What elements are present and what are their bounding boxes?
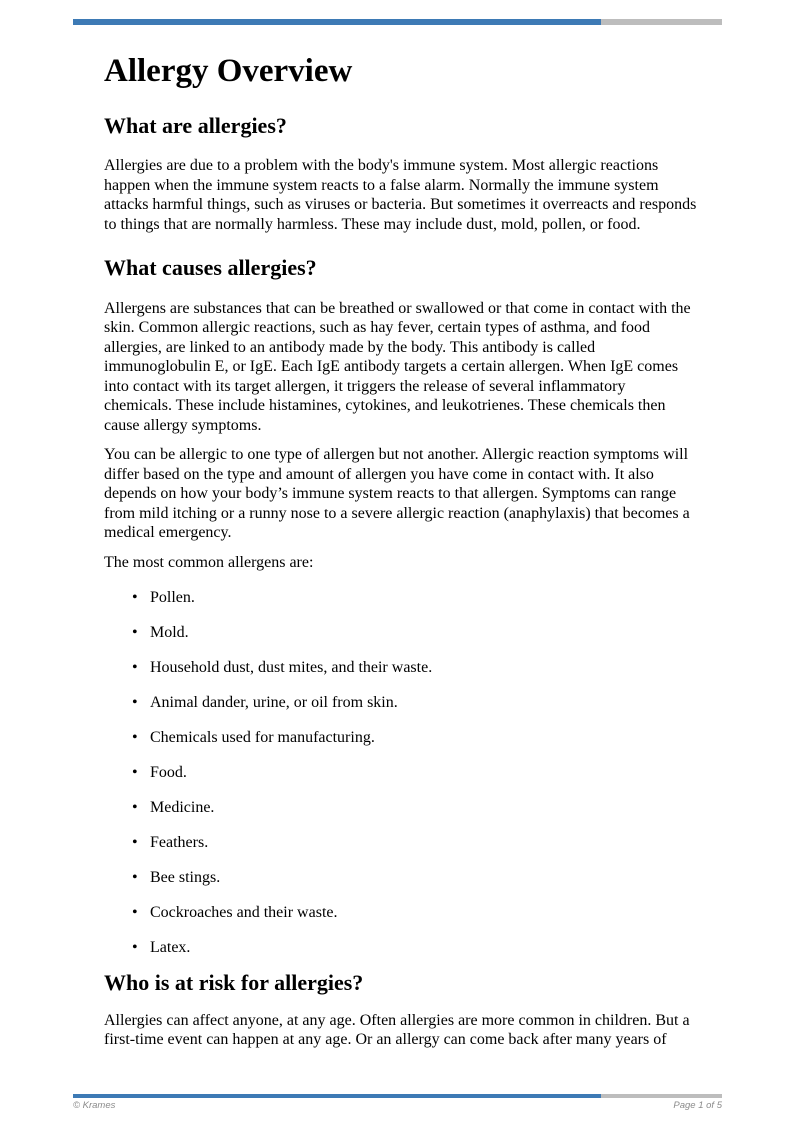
- list-item: • Bee stings.: [150, 868, 697, 888]
- page-title: Allergy Overview: [104, 53, 353, 89]
- paragraph: You can be allergic to one type of allergen but not another. Allergic reaction symptoms will differ based on the type and amount of allergen you have come in contact with. It also depends on how your body’s immune system reacts to that allergen. Symptoms can range from mild itching or a runny nose to a severe allergic reaction (anaphylaxis) that becomes a medical emergency.: [104, 446, 690, 542]
- paragraph: Allergens are substances that can be breathed or swallowed or that come in contact with the skin. Common allergic reactions, such as hay fever, certain types of asthma, and food allergies, are linked to an antibody made by the body. This antibody is called immunoglobulin E, or IgE. Each IgE antibody targets a certain allergen. When IgE comes into contact with its target allergen, it triggers the release of several inflammatory chemicals. These include histamines, cytokines, and leukotrienes. These chemicals then cause allergy symptoms.: [104, 299, 691, 434]
- section-heading-what-are-allergies: What are allergies?: [104, 112, 287, 138]
- list-item: • Feathers.: [150, 833, 697, 853]
- list-item: • Household dust, dust mites, and their waste.: [150, 658, 697, 678]
- footer-accent-rule: [73, 1094, 722, 1098]
- document-body: [104, 0, 697, 1050]
- list-item: • Pollen.: [150, 588, 697, 608]
- footer-copyright: © Krames: [73, 1100, 116, 1111]
- paragraph: Allergies are due to a problem with the body's immune system. Most allergic reactions happen when the immune system reacts to a false alarm. Normally the immune system attacks harmful things, such as viruses or bacteria. But sometimes it overreacts and responds to things that are normally harmless. These may include dust, mold, pollen, or food.: [104, 157, 697, 233]
- paragraph: Allergies can affect anyone, at any age. Often allergies are more common in children. But a first-time event can happen at any age. Or an allergy can come back after many years of: [104, 1011, 690, 1049]
- footer-accent-rule-blue: [73, 1094, 601, 1098]
- list-item: • Cockroaches and their waste.: [150, 903, 697, 923]
- section-heading-what-causes-allergies: What causes allergies?: [104, 255, 317, 281]
- list-item: • Food.: [150, 763, 697, 783]
- section-heading-who-is-at-risk: Who is at risk for allergies?: [104, 970, 364, 996]
- footer-accent-rule-gray: [601, 1094, 722, 1098]
- footer-page-number: Page 1 of 5: [673, 1100, 722, 1111]
- list-item: • Animal dander, urine, or oil from skin.: [150, 693, 697, 713]
- list-item: • Latex.: [150, 938, 697, 958]
- list-item: • Chemicals used for manufacturing.: [150, 728, 697, 748]
- page-footer: [73, 1100, 722, 1111]
- list-intro: The most common allergens are:: [104, 553, 314, 571]
- allergen-list: [104, 588, 697, 958]
- list-item: • Mold.: [150, 623, 697, 643]
- list-item: • Medicine.: [150, 798, 697, 818]
